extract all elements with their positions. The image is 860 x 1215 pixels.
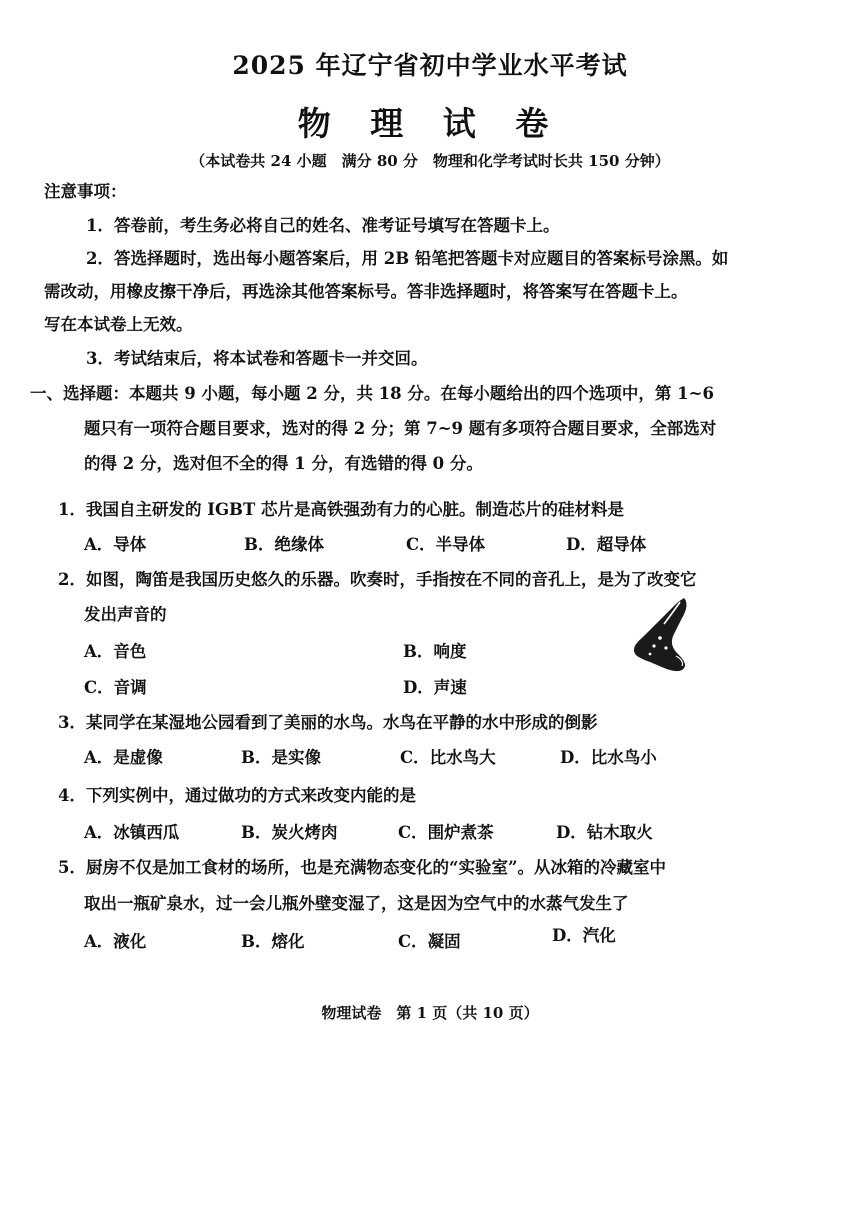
question-4-option-b: B．炭火烤肉	[241, 823, 338, 842]
notice-heading: 注意事项：	[44, 182, 127, 201]
notice-item-2-line-3: 写在本试卷上无效。	[44, 315, 193, 334]
question-4-option-c: C．围炉煮茶	[398, 823, 494, 842]
question-1-option-b: B．绝缘体	[244, 535, 324, 554]
question-1-option-c: C．半导体	[406, 535, 486, 554]
question-3-option-a: A．是虚像	[84, 748, 163, 767]
section-1-instructions-line-3: 的得 2 分，选对但不全的得 1 分，有选错的得 0 分。	[84, 454, 483, 473]
question-4-stem: 4．下列实例中，通过做功的方式来改变内能的是	[58, 786, 416, 805]
notice-item-2-line-2: 需改动，用橡皮擦干净后，再选涂其他答案标号。答非选择题时，将答案写在答题卡上。	[44, 282, 688, 301]
question-2-option-a: A．音色	[84, 642, 147, 661]
subject-title: 物 理 试 卷	[297, 104, 563, 143]
question-2-option-d: D．声速	[403, 678, 467, 697]
question-1-option-d: D．超导体	[566, 535, 647, 554]
section-1-instructions-line-2: 题只有一项符合题目要求，选对的得 2 分；第 7~9 题有多项符合题目要求，全部选对	[84, 419, 717, 438]
question-4-option-d: D．钻木取火	[556, 823, 653, 842]
notice-item-2-line-1: 2．答选择题时，选出每小题答案后，用 2B 铅笔把答题卡对应题目的答案标号涂黑。如	[86, 249, 729, 268]
notice-item-3: 3．考试结束后，将本试卷和答题卡一并交回。	[86, 349, 428, 368]
question-2-stem-line-1: 2．如图，陶笛是我国历史悠久的乐器。吹奏时，手指按在不同的音孔上，是为了改变它	[58, 570, 697, 589]
question-3-option-c: C．比水鸟大	[400, 748, 496, 767]
question-3-option-b: B．是实像	[241, 748, 321, 767]
question-3-stem: 3．某同学在某湿地公园看到了美丽的水鸟。水鸟在平静的水中形成的倒影	[58, 713, 598, 732]
question-5-option-c: C．凝固	[398, 932, 461, 951]
question-2-option-c: C．音调	[84, 678, 147, 697]
question-1-stem: 1．我国自主研发的 IGBT 芯片是高铁强劲有力的心脏。制造芯片的硅材料是	[58, 500, 625, 519]
question-1-option-a: A．导体	[84, 535, 147, 554]
question-5-option-d: D．汽化	[552, 926, 616, 945]
question-3-option-d: D．比水鸟小	[560, 748, 657, 767]
question-5-option-a: A．液化	[84, 932, 147, 951]
ocarina-illustration	[630, 596, 692, 676]
question-5-option-b: B．熔化	[241, 932, 305, 951]
question-4-option-a: A．冰镇西瓜	[84, 823, 180, 842]
exam-subtitle: （本试卷共 24 小题 满分 80 分 物理和化学考试时长共 150 分钟）	[190, 152, 670, 170]
question-5-stem-line-1: 5．厨房不仅是加工食材的场所，也是充满物态变化的“实验室”。从冰箱的冷藏室中	[58, 858, 666, 877]
question-2-stem-line-2: 发出声音的	[84, 605, 167, 624]
notice-item-1: 1．答卷前，考生务必将自己的姓名、准考证号填写在答题卡上。	[86, 216, 560, 235]
question-2-option-b: B．响度	[403, 642, 467, 661]
question-5-stem-line-2: 取出一瓶矿泉水，过一会儿瓶外壁变湿了，这是因为空气中的水蒸气发生了	[84, 894, 629, 913]
exam-title: 2025 年辽宁省初中学业水平考试	[232, 51, 628, 80]
page-footer: 物理试卷 第 1 页（共 10 页）	[321, 1004, 539, 1022]
section-1-instructions-line-1: 一、选择题：本题共 9 小题，每小题 2 分，共 18 分。在每小题给出的四个选项中，第 1~6	[30, 384, 714, 403]
